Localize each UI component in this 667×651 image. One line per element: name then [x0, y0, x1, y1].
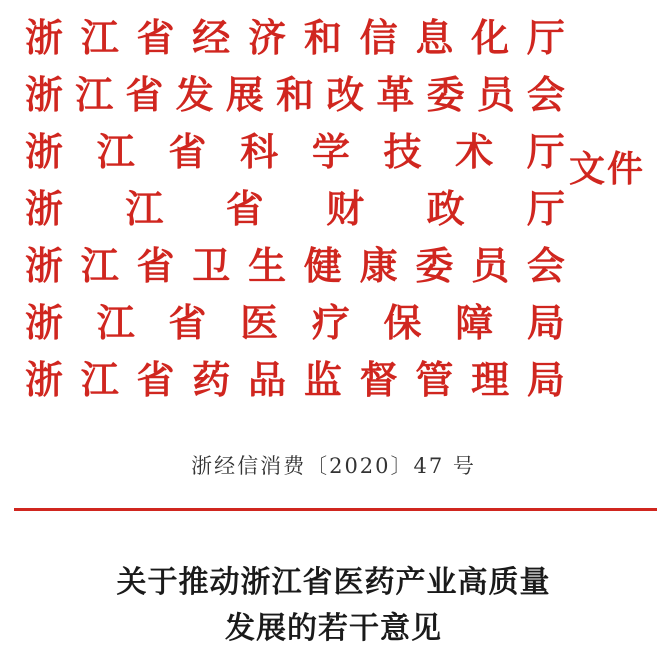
agency-name-char: 督	[359, 357, 398, 402]
agency-name-char: 省	[136, 357, 175, 402]
agency-name-char: 浙	[25, 186, 64, 231]
red-divider-line	[14, 508, 657, 511]
agency-name-char: 革	[376, 72, 415, 117]
agency-name-char: 浙	[25, 300, 64, 345]
agency-name-char: 财	[326, 186, 365, 231]
agency-name-char: 发	[175, 72, 214, 117]
title-line-2: 发展的若干意见	[225, 611, 442, 646]
agency-name-char: 浙	[25, 72, 64, 117]
agency-name-char: 厅	[526, 186, 565, 231]
agency-name-line	[25, 6, 565, 63]
agency-name-char: 生	[248, 243, 287, 288]
agency-name-char: 和	[303, 15, 342, 60]
agency-name-char: 厅	[526, 15, 565, 60]
title-line-1: 关于推动浙江省医药产业高质量	[116, 565, 551, 600]
agency-name-char: 员	[471, 243, 510, 288]
agency-name-char: 卫	[192, 243, 231, 288]
agency-name-char: 经	[192, 15, 231, 60]
agency-name-char: 江	[75, 72, 114, 117]
agency-name-char: 政	[426, 186, 465, 231]
agency-name-char: 江	[80, 357, 119, 402]
agency-name-char: 浙	[25, 357, 64, 402]
agency-name-char: 省	[125, 72, 164, 117]
agency-name-line	[25, 177, 565, 234]
agency-name-char: 理	[471, 357, 510, 402]
agency-name-char: 省	[168, 300, 207, 345]
agency-name-char: 江	[96, 129, 135, 174]
agency-name-char: 疗	[311, 300, 350, 345]
agency-name-char: 监	[303, 357, 342, 402]
agency-name-char: 员	[476, 72, 515, 117]
agency-name-char: 委	[426, 72, 465, 117]
agency-name-line	[25, 63, 565, 120]
agency-name-char: 化	[471, 15, 510, 60]
agency-name-char: 局	[526, 300, 565, 345]
agency-name-char: 厅	[526, 129, 565, 174]
agency-name-char: 江	[96, 300, 135, 345]
agency-name-char: 省	[225, 186, 264, 231]
agency-name-char: 省	[136, 243, 175, 288]
agency-name-char: 省	[136, 15, 175, 60]
agency-name-char: 术	[455, 129, 494, 174]
issuing-agencies-block	[25, 6, 565, 405]
agency-name-char: 学	[311, 129, 350, 174]
agency-name-char: 和	[275, 72, 314, 117]
agency-name-char: 障	[455, 300, 494, 345]
reference-number: 浙经信消费〔2020〕47 号	[191, 454, 476, 478]
agency-name-char: 局	[526, 357, 565, 402]
document-title	[0, 560, 667, 651]
agency-name-char: 济	[248, 15, 287, 60]
agency-name-char: 浙	[25, 129, 64, 174]
agency-name-char: 江	[80, 243, 119, 288]
agency-name-char: 会	[526, 243, 565, 288]
agency-name-char: 技	[383, 129, 422, 174]
agency-name-char: 江	[80, 15, 119, 60]
agency-name-char: 科	[240, 129, 279, 174]
agency-name-char: 管	[415, 357, 454, 402]
agency-name-char: 省	[168, 129, 207, 174]
agency-name-line	[25, 234, 565, 291]
agency-name-char: 医	[240, 300, 279, 345]
agency-name-char: 健	[303, 243, 342, 288]
agency-name-char: 信	[359, 15, 398, 60]
document-type-label: 文件	[569, 148, 646, 190]
agency-name-char: 浙	[25, 243, 64, 288]
agency-name-line	[25, 120, 565, 177]
agency-name-char: 浙	[25, 15, 64, 60]
agency-name-char: 展	[225, 72, 264, 117]
agency-name-char: 药	[192, 357, 231, 402]
agency-name-char: 品	[248, 357, 287, 402]
agency-name-char: 江	[125, 186, 164, 231]
agency-name-line	[25, 348, 565, 405]
agency-name-line	[25, 291, 565, 348]
agency-name-char: 委	[415, 243, 454, 288]
agency-name-char: 改	[326, 72, 365, 117]
agency-name-char: 会	[526, 72, 565, 117]
agency-name-char: 保	[383, 300, 422, 345]
agency-name-char: 息	[415, 15, 454, 60]
agency-name-char: 康	[359, 243, 398, 288]
